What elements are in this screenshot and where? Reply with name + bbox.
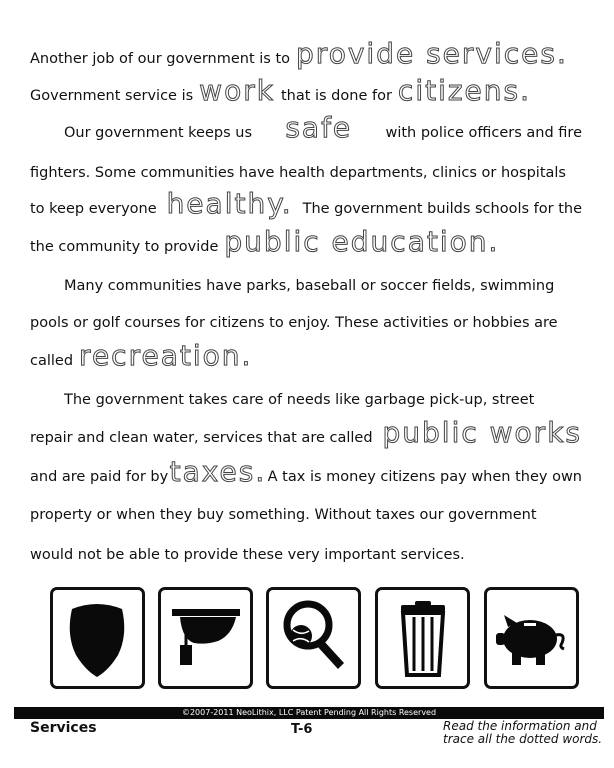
passage-line bbox=[30, 142, 582, 180]
passage-text: would not be able to provide these very important services. bbox=[30, 546, 465, 563]
passage-line bbox=[30, 407, 582, 449]
passage-line bbox=[30, 330, 582, 372]
trace-word[interactable]: recreation. bbox=[79, 338, 253, 372]
trace-word[interactable]: public education. bbox=[224, 224, 500, 258]
passage-text: the community to provide bbox=[30, 238, 219, 255]
passage-line bbox=[30, 65, 582, 107]
passage-text: Many communities have parks, baseball or soccer fields, swimming bbox=[64, 277, 555, 294]
passage-text: A tax is money citizens pay when they own bbox=[267, 468, 582, 485]
trace-word[interactable]: provide services. bbox=[296, 36, 568, 70]
trace-word[interactable]: safe bbox=[285, 110, 353, 144]
passage-text: Another job of our government is to bbox=[30, 50, 291, 67]
passage-line bbox=[30, 216, 582, 258]
trash-can-icon bbox=[375, 587, 470, 689]
passage-text: repair and clean water, services that are called bbox=[30, 429, 373, 446]
passage-text: Our government keeps us bbox=[64, 124, 253, 141]
graduation-cap-icon bbox=[158, 587, 253, 689]
passage-text: with police officers and fire bbox=[385, 124, 582, 141]
page-number: T-6 bbox=[291, 722, 313, 737]
copyright-bar: ©2007-2011 NeoLithix, LLC Patent Pending All Rights Reserved bbox=[14, 707, 604, 719]
passage-text: property or when they buy something. Without taxes our government bbox=[30, 506, 537, 523]
passage-text: called bbox=[30, 352, 74, 369]
passage-text: and are paid for by bbox=[30, 468, 169, 485]
passage-line bbox=[30, 484, 582, 522]
trace-word[interactable]: healthy. bbox=[166, 186, 293, 220]
tennis-racket-ball-icon bbox=[266, 587, 361, 689]
passage-line bbox=[64, 255, 582, 293]
passage-line bbox=[64, 102, 582, 144]
passage-line bbox=[30, 524, 582, 562]
passage-text: that is done for bbox=[280, 87, 392, 104]
passage-text: Government service is bbox=[30, 87, 194, 104]
piggy-bank-icon bbox=[484, 587, 579, 689]
passage-text: pools or golf courses for citizens to enjoy. These activities or hobbies are bbox=[30, 314, 558, 331]
trace-word[interactable]: citizens. bbox=[397, 73, 532, 107]
trace-word[interactable]: public works bbox=[382, 415, 582, 449]
passage-line bbox=[30, 292, 582, 330]
instructions-line: trace all the dotted words. bbox=[443, 732, 603, 746]
worksheet-title: Services bbox=[30, 720, 97, 736]
passage-text: The government takes care of needs like garbage pick-up, street bbox=[64, 391, 535, 408]
icon-row bbox=[50, 587, 580, 691]
instructions bbox=[443, 720, 603, 746]
passage-line bbox=[64, 369, 582, 407]
trace-word[interactable]: taxes. bbox=[169, 454, 267, 488]
passage-line bbox=[30, 446, 582, 488]
passage-text: fighters. Some communities have health departments, clinics or hospitals bbox=[30, 164, 566, 181]
passage-line bbox=[30, 28, 582, 70]
police-shield-icon bbox=[50, 587, 145, 689]
passage-line bbox=[30, 178, 582, 220]
passage-text: to keep everyone bbox=[30, 200, 157, 217]
trace-word[interactable]: work bbox=[199, 73, 275, 107]
passage-text: The government builds schools for the bbox=[302, 200, 582, 217]
instructions-line: Read the information and bbox=[443, 719, 597, 733]
